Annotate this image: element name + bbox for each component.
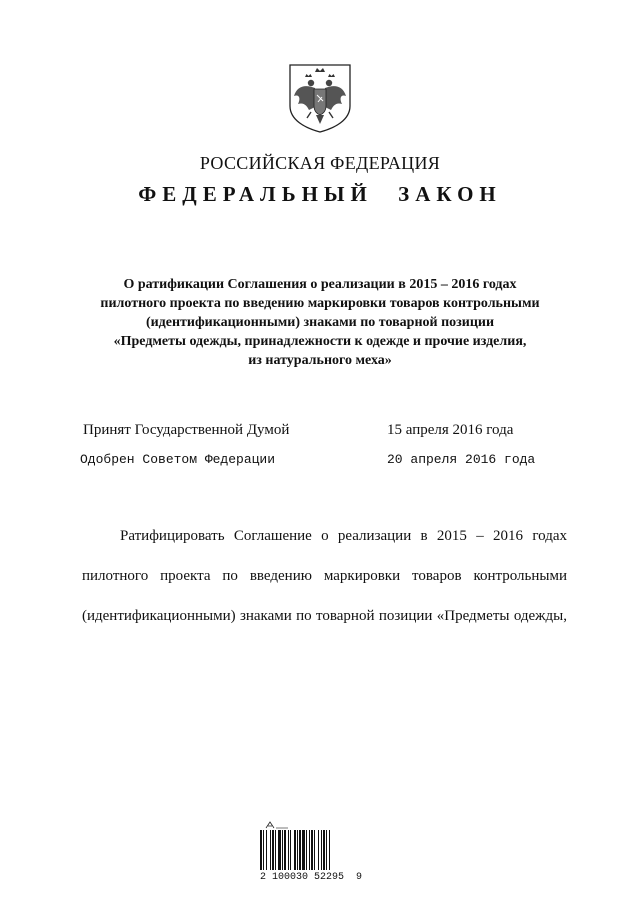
law-body (82, 516, 567, 636)
body-line: (идентификационными) знаками по товарной позиции «Предметы одежды, (82, 608, 567, 624)
law-title-line: (идентификационными) знаками по товарной позиции (145, 315, 495, 330)
barcode-number: 2 100030 52295 9 (259, 872, 363, 883)
printer-logo-icon (264, 820, 290, 830)
law-title (60, 275, 580, 370)
law-title-line: из натурального меха» (248, 353, 392, 368)
body-line: Ратифицировать Соглашение о реализации в 2015 – 2016 годах (120, 528, 567, 544)
law-title-line: О ратификации Соглашения о реализации в 2015 – 2016 годах (123, 277, 517, 292)
coat-of-arms-icon (287, 62, 353, 134)
council-approval-label: Одобрен Советом Федерации (80, 452, 276, 467)
law-title-line: «Предметы одежды, принадлежности к одежде и прочие изделия, (113, 334, 527, 349)
duma-adoption-label: Принят Государственной Думой (83, 422, 290, 438)
law-type-heading: ФЕДЕРАЛЬНЫЙ ЗАКОН (138, 182, 502, 206)
body-line: пилотного проекта по введению маркировки товаров контрольными (82, 568, 567, 584)
council-approval-date: 20 апреля 2016 года (387, 452, 536, 467)
duma-adoption-date: 15 апреля 2016 года (387, 422, 514, 438)
law-title-line: пилотного проекта по введению маркировки товаров контрольными (100, 296, 540, 311)
barcode (256, 820, 366, 890)
barcode-icon (260, 830, 360, 870)
country-name: РОССИЙСКАЯ ФЕДЕРАЦИЯ (199, 153, 441, 173)
